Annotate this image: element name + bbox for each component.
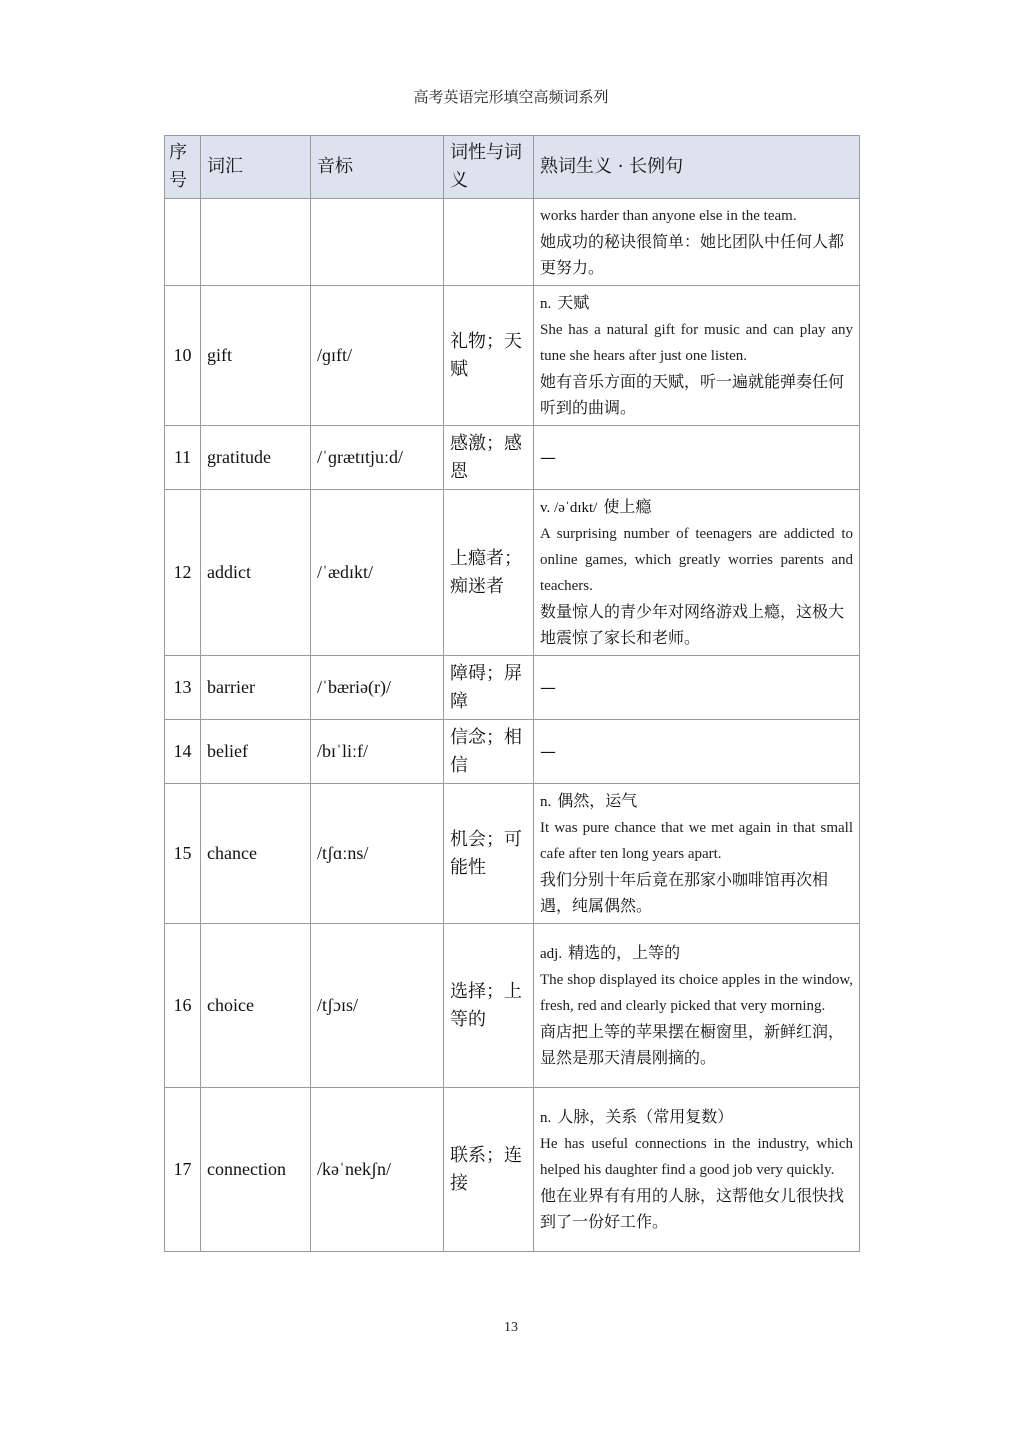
row-word: belief (201, 720, 311, 784)
row-word: addict (201, 490, 311, 656)
row-word: gratitude (201, 426, 311, 490)
example-en: works harder than anyone else in the team. (540, 208, 797, 224)
row-word: choice (201, 924, 311, 1088)
row-ipa: /ˈɡrætɪtjuːd/ (311, 426, 444, 490)
row-ipa: /ˈædɪkt/ (311, 490, 444, 656)
example-cell (534, 1088, 860, 1252)
sense-meaning: 天赋 (557, 293, 590, 312)
example-en: The shop displayed its choice apples in the window, fresh, red and clearly picked that very morning. (540, 972, 853, 1014)
table-row (165, 426, 860, 490)
sense-abbr: n. (540, 1110, 552, 1126)
example-cell (534, 490, 860, 656)
row-ipa: /kəˈnekʃn/ (311, 1088, 444, 1252)
example-cell (534, 720, 860, 784)
sense-meaning: 精选的，上等的 (568, 943, 681, 962)
row-word: chance (201, 784, 311, 924)
table-row (165, 286, 860, 426)
row-word: connection (201, 1088, 311, 1252)
row-number: 10 (165, 286, 201, 426)
example-en: He has useful connections in the industry, which helped his daughter find a good job very quickly. (540, 1136, 853, 1178)
empty-cell (311, 199, 444, 286)
row-number: 15 (165, 784, 201, 924)
row-number: 13 (165, 656, 201, 720)
row-number: 12 (165, 490, 201, 656)
col-header-example: 熟词生义 · 长例句 (534, 136, 860, 199)
sense-abbr: n. (540, 794, 552, 810)
example-zh: 她成功的秘诀很简单：她比团队中任何人都更努力。 (540, 232, 845, 277)
sense-line (540, 940, 853, 967)
row-word: barrier (201, 656, 311, 720)
example-cell (534, 656, 860, 720)
sense-line (540, 1104, 853, 1131)
table-header-row (165, 136, 860, 199)
row-ipa: /tʃɔɪs/ (311, 924, 444, 1088)
sense-meaning: 偶然，运气 (557, 791, 638, 810)
row-pos: 上瘾者；痴迷者 (444, 490, 534, 656)
table-row (165, 1088, 860, 1252)
page-header: 高考英语完形填空高频词系列 (413, 88, 609, 106)
row-ipa: /ɡɪft/ (311, 286, 444, 426)
sense-line (540, 290, 853, 317)
example-cell (534, 784, 860, 924)
row-number: 16 (165, 924, 201, 1088)
row-pos: 感激；感恩 (444, 426, 534, 490)
row-pos: 机会；可能性 (444, 784, 534, 924)
example-zh: 他在业界有有用的人脉，这帮他女儿很快找到了一份好工作。 (540, 1186, 845, 1231)
empty-dash: — (540, 447, 556, 467)
vocab-table (164, 135, 860, 1252)
example-zh: 商店把上等的苹果摆在橱窗里，新鲜红润，显然是那天清晨刚摘的。 (540, 1022, 845, 1067)
example-en: A surprising number of teenagers are addicted to online games, which greatly worries parents and teachers. (540, 526, 853, 594)
col-header-word: 词汇 (201, 136, 311, 199)
empty-cell (444, 199, 534, 286)
example-zh: 数量惊人的青少年对网络游戏上瘾，这极大地震惊了家长和老师。 (540, 602, 845, 647)
sense-abbr: v. /əˈdɪkt/ (540, 500, 598, 516)
example-zh: 她有音乐方面的天赋，听一遍就能弹奏任何听到的曲调。 (540, 372, 845, 417)
sense-line (540, 494, 853, 521)
example-cell (534, 924, 860, 1088)
empty-dash: — (540, 677, 556, 697)
example-cell (534, 199, 860, 286)
row-word: gift (201, 286, 311, 426)
table-row-continuation (165, 199, 860, 286)
row-number: 14 (165, 720, 201, 784)
row-ipa: /bɪˈliːf/ (311, 720, 444, 784)
row-pos: 信念；相信 (444, 720, 534, 784)
table-row (165, 656, 860, 720)
row-number: 17 (165, 1088, 201, 1252)
example-en: She has a natural gift for music and can play any tune she hears after just one listen. (540, 322, 853, 364)
row-ipa: /tʃɑːns/ (311, 784, 444, 924)
table-row (165, 924, 860, 1088)
sense-meaning: 人脉，关系（常用复数） (557, 1107, 734, 1126)
table-row (165, 490, 860, 656)
col-header-num: 序号 (165, 136, 201, 199)
empty-cell (165, 199, 201, 286)
row-pos: 礼物；天赋 (444, 286, 534, 426)
row-pos: 联系；连接 (444, 1088, 534, 1252)
example-cell (534, 286, 860, 426)
col-header-ipa: 音标 (311, 136, 444, 199)
empty-cell (201, 199, 311, 286)
table-row (165, 720, 860, 784)
row-pos: 障碍；屏障 (444, 656, 534, 720)
row-pos: 选择；上等的 (444, 924, 534, 1088)
row-number: 11 (165, 426, 201, 490)
example-cell (534, 426, 860, 490)
example-en: It was pure chance that we met again in that small cafe after ten long years apart. (540, 820, 853, 862)
row-ipa: /ˈbæriə(r)/ (311, 656, 444, 720)
empty-dash: — (540, 741, 556, 761)
sense-abbr: adj. (540, 946, 563, 962)
sense-abbr: n. (540, 296, 552, 312)
col-header-pos: 词性与词义 (444, 136, 534, 199)
example-zh: 我们分别十年后竟在那家小咖啡馆再次相遇，纯属偶然。 (540, 870, 829, 915)
table-row (165, 784, 860, 924)
sense-meaning: 使上瘾 (603, 497, 652, 516)
sense-line (540, 788, 853, 815)
page-number: 13 (504, 1320, 518, 1335)
